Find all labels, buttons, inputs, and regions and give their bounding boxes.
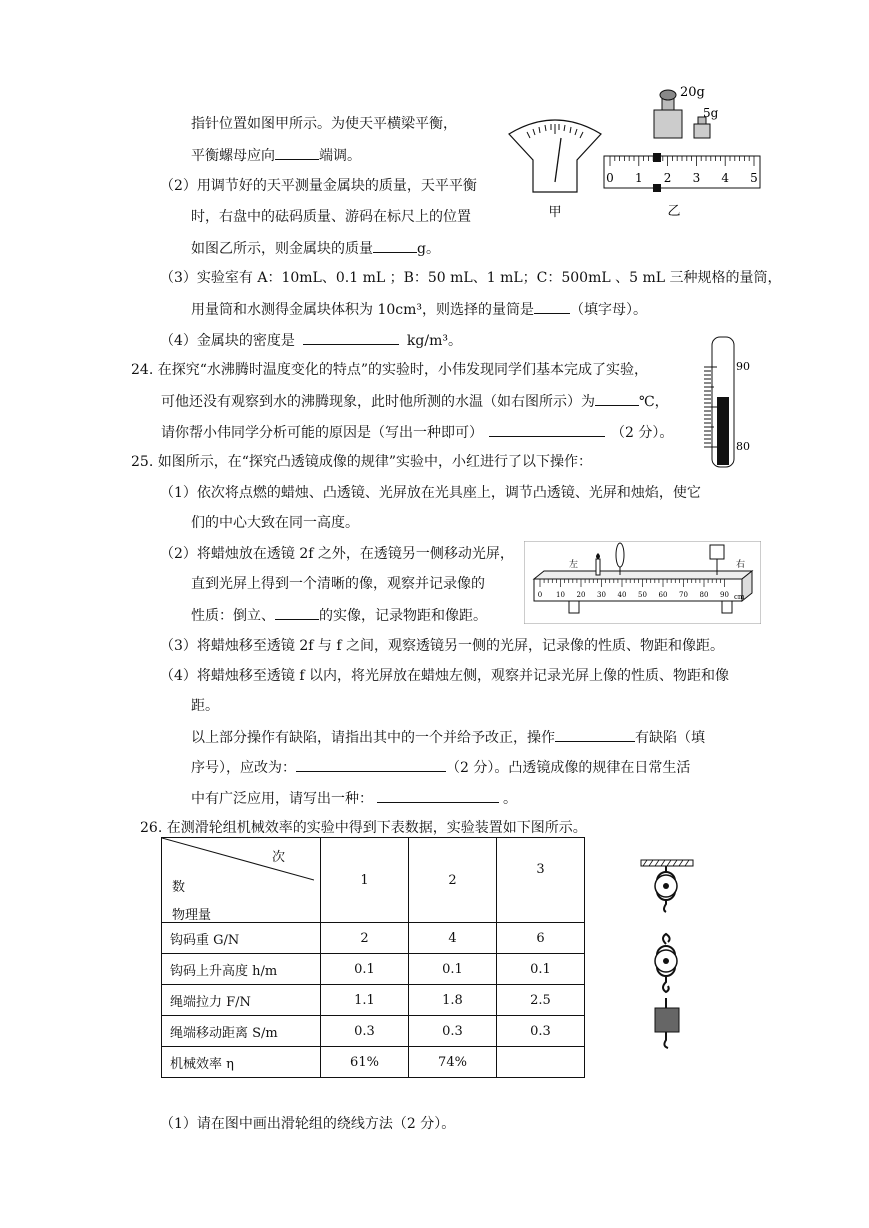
text-segment: （4）金属块的密度是 [160,333,295,349]
bench-right-label: 右 [736,560,746,570]
answer-blank[interactable] [595,391,639,406]
table-col-header: 1 [321,838,409,923]
text-segment: 中有广泛应用，请写出一种： [191,791,373,807]
text-segment: ℃， [639,394,669,410]
bench-tick-label: 0 [537,591,543,599]
header-shu: 数 [172,880,186,895]
optical-bench-figure [524,541,761,624]
thermo-label-90: 90 [736,360,750,373]
text-line: 直到光屏上得到一个清晰的像，观察并记录像的 [191,576,485,592]
scale-tick-label: 2 [663,171,672,185]
scale-tick-label: 5 [750,171,758,185]
text-segment: 序号），应改为： [191,760,296,776]
question-26: 26. 在测滑轮组机械效率的实验中得到下表数据，实验装置如下图所示。 [140,820,587,836]
row-label: 钩码上升高度 h/m [162,954,321,985]
text-segment: 有缺陷（填 [635,730,705,746]
table-row [162,954,585,985]
text-segment: 如图乙所示，则金属块的质量 [191,241,373,257]
text-line: （3）实验室有 A：10mL、0.1 mL ；B：50 mL、1 mL；C：500mL 、5 mL 三种规格的量筒， [160,270,782,286]
text-segment: 的实像，记录物距和像距。 [319,608,487,624]
text-segment: 平衡螺母应向 [191,148,275,164]
table-cell: 0.3 [497,1016,585,1047]
text-line [161,422,673,443]
row-label: 钩码重 G/N [162,923,321,954]
header-ci: 次 [272,850,286,865]
question-24: 24. 在探究“水沸腾时温度变化的特点”的实验时，小伟发现同学们基本完成了实验， [131,362,649,378]
scale-tick-label: 1 [634,171,643,185]
bench-tick-label: 30 [597,591,606,599]
text-line [191,238,440,259]
text-line: （4）将蜡烛移至透镜 f 以内，将光屏放在蜡烛左侧，观察并记录光屏上像的性质、物距和像 [160,668,729,684]
text-line [191,727,705,748]
table-cell: 4 [409,923,497,954]
text-line: 指针位置如图甲所示。为使天平横梁平衡， [191,116,457,132]
table-cell: 2 [321,923,409,954]
answer-blank[interactable] [296,757,446,772]
table-header-corner [162,838,321,923]
text-line [161,391,669,412]
scale-tick-label: 0 [606,171,614,185]
answer-blank[interactable] [489,422,605,437]
table-row [162,1047,585,1078]
text-segment: 性质：倒立、 [191,608,275,624]
table-cell: 1.1 [321,985,409,1016]
bench-tick-label: 50 [638,591,647,599]
weight-5g-label: 5g [703,106,719,120]
text-line [191,757,690,778]
text-line: （1）依次将点燃的蜡烛、凸透镜、光屏放在光具座上，调节凸透镜、光屏和烛焰，使它 [160,485,701,501]
header-wlj: 物理量 [172,908,212,923]
scale-tick-label: 4 [721,171,730,185]
table-cell: 0.3 [321,1016,409,1047]
pulley-system-figure [635,858,705,1054]
text-line [191,299,647,320]
text-line: 们的中心大致在同一高度。 [191,515,359,531]
weight-20g-label: 20g [680,85,705,100]
table-cell: 6 [497,923,585,954]
text-line: 时，右盘中的砝码质量、游码在标尺上的位置 [191,209,471,225]
table-col-header: 3 [497,838,585,923]
table-cell: 0.1 [497,954,585,985]
text-segment: 。 [503,791,517,807]
bench-tick-label: 40 [617,591,627,599]
table-row [162,1016,585,1047]
table-row [162,985,585,1016]
weights-scale-figure [600,82,765,222]
text-segment: 可他还没有观察到水的沸腾现象，此时他所测的水温（如右图所示）为 [161,394,595,410]
text-line: 距。 [191,698,219,714]
table-cell: 0.3 [409,1016,497,1047]
row-label: 绳端移动距离 S/m [162,1016,321,1047]
text-line [191,788,517,809]
text-line: （2）将蜡烛放在透镜 2f 之外，在透镜另一侧移动光屏， [160,546,514,562]
balance-dial-figure [505,112,605,222]
thermo-label-80: 80 [736,440,750,453]
bench-tick-label: 20 [576,591,586,599]
text-segment: 用量筒和水测得金属块体积为 10cm³，则选择的量筒是 [191,302,534,318]
text-segment: 请你帮小伟同学分析可能的原因是（写出一种即可） [161,425,483,441]
figure-label: 甲 [548,205,562,220]
table-cell: 61% [321,1047,409,1078]
text-line [160,330,462,351]
figure-label: 乙 [667,204,681,219]
table-cell: 0.1 [321,954,409,985]
row-label: 机械效率 η [162,1047,321,1078]
text-segment: 端调。 [319,148,361,164]
question-25: 25. 如图所示，在“探究凸透镜成像的规律”实验中，小红进行了以下操作： [131,454,593,470]
text-line: （2）用调节好的天平测量金属块的质量，天平平衡 [160,178,477,194]
table-cell: 74% [409,1047,497,1078]
text-segment: （2 分）。凸透镜成像的规律在日常生活 [446,760,691,776]
table-cell: 1.8 [409,985,497,1016]
answer-blank[interactable] [555,727,635,742]
answer-blank[interactable] [534,299,570,314]
text-line: （3）将蜡烛移至透镜 2f 与 f 之间，观察透镜另一侧的光屏，记录像的性质、物距和像距。 [160,638,724,654]
scale-tick-label: 3 [692,171,701,185]
text-segment: kg/m³。 [406,333,462,349]
answer-blank[interactable] [303,330,399,345]
text-segment: （填字母）。 [570,302,647,318]
table-row [162,923,585,954]
bench-tick-label: 60 [658,591,668,599]
bench-tick-label: 10 [556,591,565,599]
table-cell: 0.1 [409,954,497,985]
efficiency-table [161,837,585,1078]
answer-blank[interactable] [373,238,417,253]
text-line [191,145,361,166]
bench-tick-label: 90 [720,591,729,599]
text-segment: 以上部分操作有缺陷，请指出其中的一个并给予改正，操作 [191,730,555,746]
text-segment: g。 [417,241,440,257]
text-line: （1）请在图中画出滑轮组的绕线方法（2 分）。 [160,1116,456,1132]
bench-unit-label: cm [734,593,745,601]
table-cell: 2.5 [497,985,585,1016]
answer-blank[interactable] [377,788,499,803]
thermometer-figure [700,335,760,470]
bench-left-label: 左 [569,560,579,570]
text-line [191,605,487,626]
row-label: 绳端拉力 F/N [162,985,321,1016]
answer-blank[interactable] [275,145,319,160]
bench-tick-label: 80 [699,591,709,599]
bench-tick-label: 70 [679,591,688,599]
table-col-header: 2 [409,838,497,923]
answer-blank[interactable] [275,605,319,620]
table-cell[interactable] [497,1047,585,1078]
text-segment: （2 分）。 [611,425,674,441]
